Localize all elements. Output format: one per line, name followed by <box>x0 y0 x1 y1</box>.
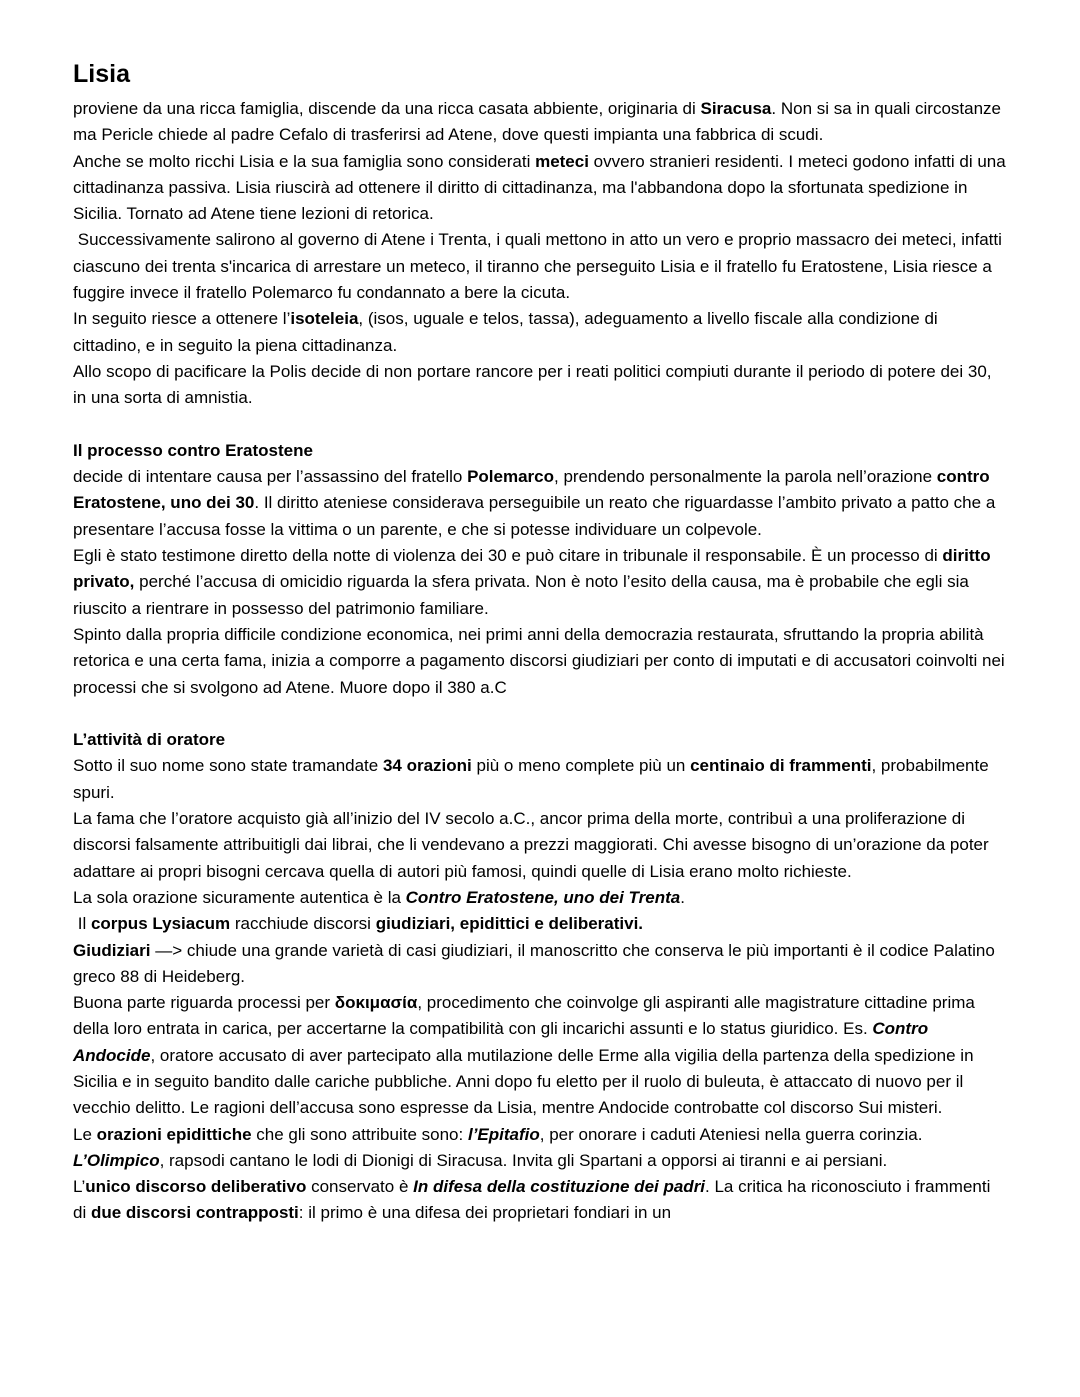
text-run: che gli sono attribuite sono: <box>251 1124 468 1144</box>
paragraph <box>73 806 1007 885</box>
text-run: più o meno complete più un <box>471 756 691 776</box>
text-run: Le <box>73 1124 97 1144</box>
blank-line <box>73 701 1007 727</box>
text-run: meteci <box>535 151 589 171</box>
text-run: Il processo contro Eratostene <box>73 440 313 460</box>
text-run: ovvero stranieri residenti. I meteci godono infatti di una cittadinanza passiva. Lisia riuscirà ad ottenere il diritto di cittadinanza, ma l'abbandona dopo la sfortunata spedizione in Sicilia. Tornato ad Atene tiene lezioni di retorica. <box>73 151 1011 224</box>
section-heading <box>73 727 1007 753</box>
text-run: perché l’accusa di omicidio riguarda la sfera privata. Non è noto l’esito della causa, ma è probabile che egli sia riuscito a rientrare in possesso del patrimonio familiare. <box>73 572 974 618</box>
text-run: Siracusa <box>700 99 772 118</box>
paragraph <box>73 911 1007 937</box>
text-run: isoteleia <box>290 309 359 329</box>
text-run: Polemarco <box>467 467 555 487</box>
paragraph <box>73 753 1007 806</box>
text-run: Allo scopo di pacificare la Polis decide di non portare rancore per i reati politici compiuti durante il periodo di potere dei 30, in una sorta di amnistia. <box>73 361 997 408</box>
text-run: : il primo è una difesa dei proprietari fondiari in un <box>298 1203 672 1223</box>
section-heading <box>73 438 1007 464</box>
blank-line <box>73 412 1007 438</box>
text-run: In seguito riesce a ottenere l’ <box>73 309 291 329</box>
text-run: , probabilmente spuri. <box>73 756 994 802</box>
paragraph <box>73 464 1007 543</box>
text-run: δοκιμασία <box>334 993 418 1013</box>
text-run: centinaio di frammenti <box>690 756 872 776</box>
text-run: Sotto il suo nome sono state tramandate <box>73 756 383 776</box>
text-run: L’attività di oratore <box>73 730 226 750</box>
paragraph <box>73 990 1007 1121</box>
paragraph <box>73 149 1011 228</box>
text-run: l’Epitafio <box>467 1124 540 1144</box>
document-body <box>73 96 1011 1227</box>
paragraph <box>73 306 1007 359</box>
text-run: —> chiude una grande varietà di casi giudiziari, il manoscritto che conserva le più importanti è il codice Palatino greco 88 di Heideberg. <box>73 940 1000 986</box>
paragraph <box>73 622 1010 701</box>
paragraph <box>73 543 1007 622</box>
text-run: orazioni epidittiche <box>96 1124 252 1144</box>
text-run: , procedimento che coinvolge gli aspiranti alle magistrature cittadine prima della loro entrata in carica, per accertarne la compatibilità con gli incarichi assunti e lo status giuridico. Es. <box>73 993 980 1039</box>
document-title: Lisia <box>73 60 130 88</box>
text-run: , (isos, uguale e telos, tassa), adeguamento a livello fiscale alla condizione di cittadino, e in seguito la piena cittadinanza. <box>73 309 943 355</box>
text-run: . Il diritto ateniese considerava perseguibile un reato che riguardasse l’ambito privato a patto che a presentare l’accusa fosse la vittima o un parente, e che si potesse individuare un colpevole. <box>73 493 1001 539</box>
text-run: Contro Andocide <box>73 1019 933 1065</box>
text-run: L’Olimpico <box>73 1150 160 1170</box>
paragraph <box>73 227 1007 306</box>
text-run: In difesa della costituzione dei padri <box>413 1177 706 1197</box>
text-run: racchiude discorsi <box>230 914 376 934</box>
text-run: corpus Lysiacum <box>90 914 231 934</box>
text-run: Giudiziari <box>73 940 151 960</box>
text-run: . Non si sa in quali circostanze ma Pericle chiede al padre Cefalo di trasferirsi ad Atene, dove questi impianta una fabbrica di scudi. <box>73 99 1006 145</box>
text-run: unico discorso deliberativo <box>85 1177 307 1197</box>
text-run: proviene da una ricca famiglia, discende da una ricca casata abbiente, originaria di <box>73 99 701 118</box>
text-run: . <box>680 887 685 907</box>
text-run: diritto privato, <box>73 546 996 592</box>
paragraph <box>73 1122 1007 1175</box>
text-run: Spinto dalla propria difficile condizione economica, nei primi anni della democrazia restaurata, sfruttando la propria abilità retorica e una certa fama, inizia a comporre a pagamento discorsi giudiziari per conto di imputati e di accusatori coinvolti nei processi che si svolgono ad Atene. Muore dopo il 380 a.C <box>73 624 1010 697</box>
text-run: . La critica ha riconosciuto i frammenti di <box>73 1177 996 1223</box>
text-run: , rapsodi cantano le lodi di Dionigi di Siracusa. Invita gli Spartani a opporsi ai tiranni e ai persiani. <box>159 1150 888 1170</box>
text-run: conservato è <box>306 1177 414 1197</box>
text-run: 34 orazioni <box>382 756 472 776</box>
text-run: , per onorare i caduti Ateniesi nella guerra corinzia. <box>539 1124 928 1144</box>
paragraph <box>73 1174 1007 1227</box>
paragraph <box>73 96 1007 149</box>
text-run: Anche se molto ricchi Lisia e la sua famiglia sono considerati <box>73 151 536 171</box>
paragraph <box>73 938 1007 991</box>
text-run: contro Eratostene, uno dei 30 <box>73 467 995 513</box>
text-run: Egli è stato testimone diretto della notte di violenza dei 30 e può citare in tribunale il responsabile. È un processo di <box>73 546 943 566</box>
text-run: decide di intentare causa per l’assassino del fratello <box>73 467 468 487</box>
paragraph <box>73 359 1007 412</box>
text-run: , oratore accusato di aver partecipato alla mutilazione delle Erme alla vigilia della partenza della spedizione in Sicilia e in seguito bandito dalle cariche pubbliche. Anni dopo fu eletto per il ruolo di buleuta, è attaccato di nuovo per il vecchio delitto. Le ragioni dell’accusa sono espresse da Lisia, mentre Andocide controbatte col discorso Sui misteri. <box>73 1045 979 1118</box>
text-run: Contro Eratostene, uno dei Trenta <box>405 887 681 907</box>
text-run: La sola orazione sicuramente autentica è la <box>73 887 406 907</box>
text-run: La fama che l’oratore acquisto già all’inizio del IV secolo a.C., ancor prima della morte, contribuì a una proliferazione di discorsi falsamente attribuitigli dai librai, che li vendevano a prezzi maggiorati. Chi avesse bisogno di un’orazione da poter adattare ai propri bisogni cercava quella di autori più famosi, quindi quelle di Lisia erano molto richieste. <box>73 809 994 881</box>
text-run: , prendendo personalmente la parola nell’orazione <box>554 467 937 487</box>
text-run: Buona parte riguarda processi per <box>73 993 335 1013</box>
text-run: giudiziari, epidittici e deliberativi. <box>375 914 644 934</box>
text-run: due discorsi contrapposti <box>90 1203 299 1223</box>
text-run: L’ <box>73 1177 86 1197</box>
text-run: Il <box>73 914 91 934</box>
text-run: Successivamente salirono al governo di Atene i Trenta, i quali mettono in atto un vero e proprio massacro dei meteci, infatti ciascuno dei trenta s'incarica di arrestare un meteco, il tiranno che perseguito Lisia e il fratello fu Eratostene, Lisia riesce a fuggire invece il fratello Polemarco fu condannato a bere la cicuta. <box>73 230 1007 303</box>
paragraph <box>73 885 1007 911</box>
